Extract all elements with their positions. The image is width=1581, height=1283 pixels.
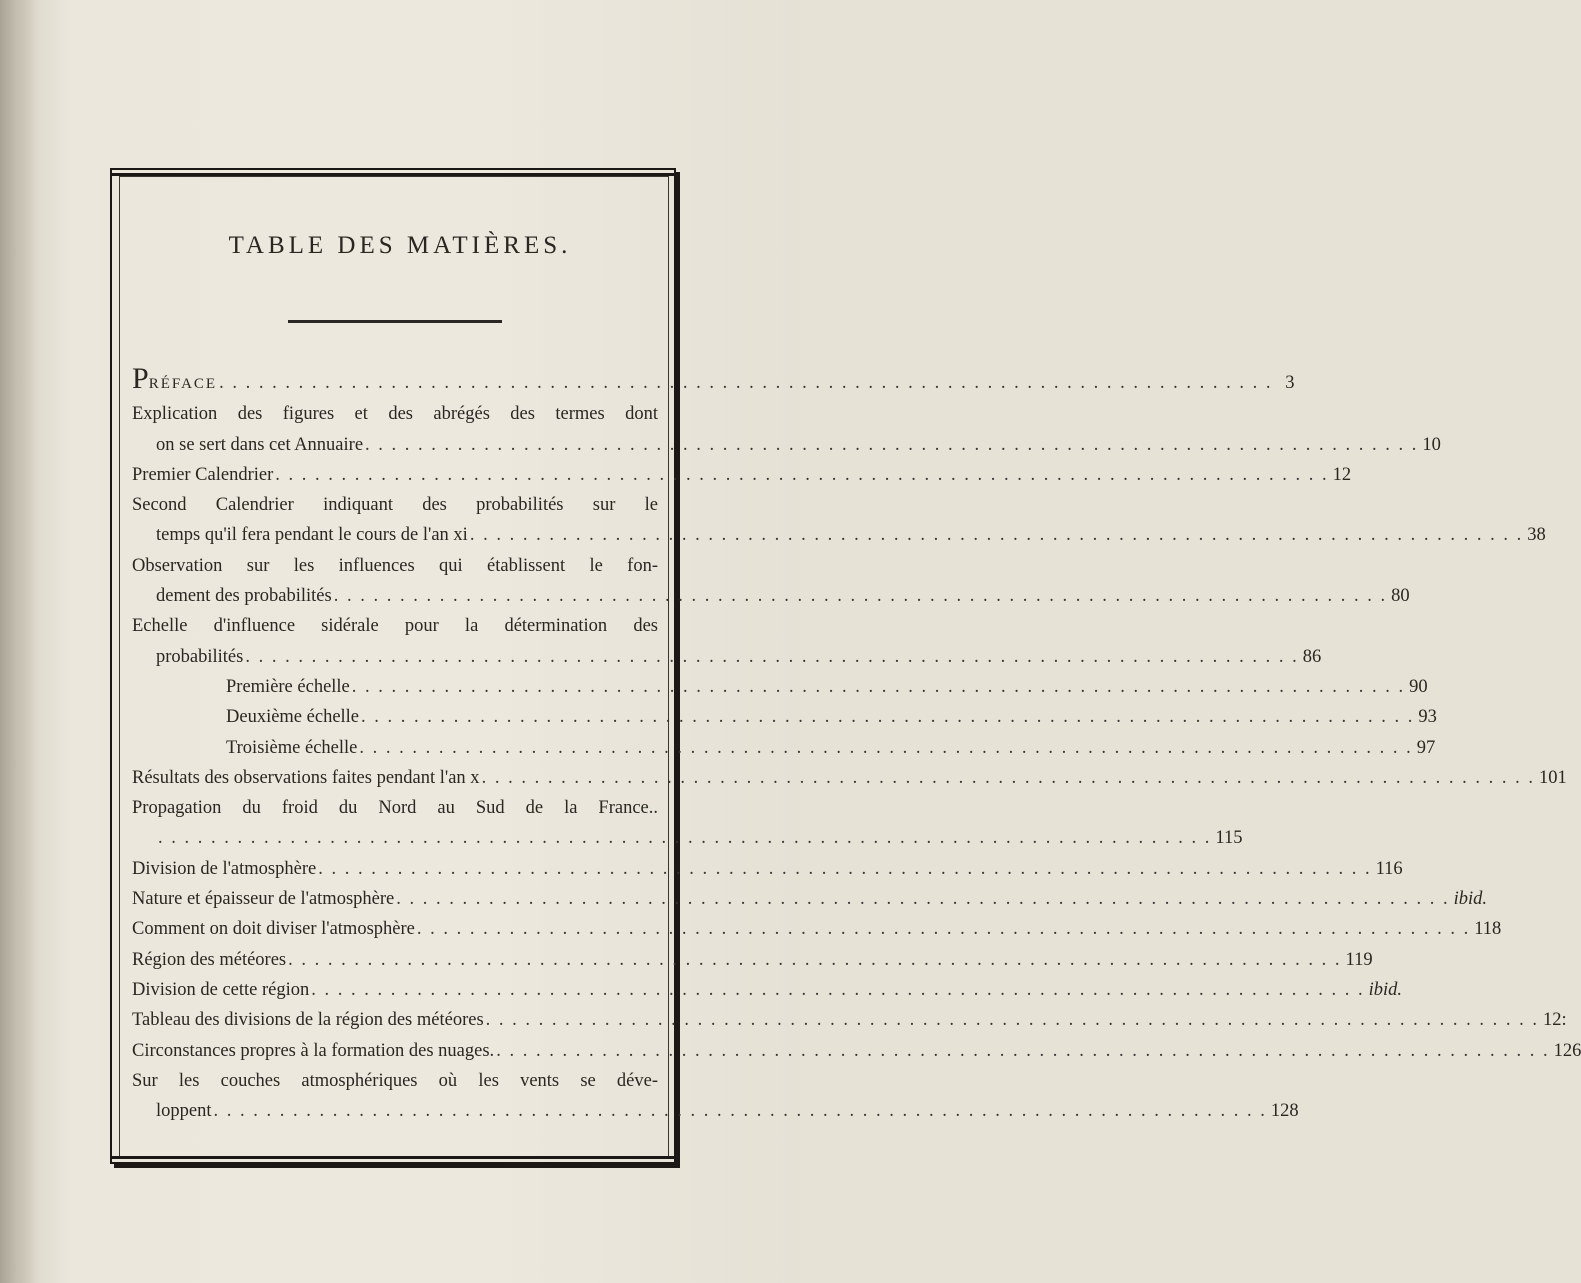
toc-entry-line bbox=[132, 823, 1243, 853]
dot-leader: . . . . . . . . . . . . . . . . . . . . . . . . . . . . . . . . . . . . . . . . . . . . . . . . . . . . . . . . . . . . . . . . . . . . . . . . . . . . . . . . bbox=[158, 828, 1212, 849]
toc-entry-line bbox=[132, 581, 1410, 611]
toc-entry-title: Résultats des observations faites pendant l'an x bbox=[132, 767, 480, 788]
toc-entry-title: Premier Calendrier bbox=[132, 464, 274, 485]
toc-entry bbox=[132, 975, 1403, 1005]
toc-entry-line bbox=[132, 1096, 1299, 1126]
frame-bottom-rule bbox=[112, 1156, 674, 1159]
toc-page-number: 90 bbox=[1409, 676, 1428, 697]
toc-entry-line bbox=[132, 430, 1441, 460]
page-spine-shadow bbox=[0, 0, 38, 1283]
toc-page-number: 119 bbox=[1345, 949, 1373, 970]
toc-page-number: ibid. bbox=[1453, 889, 1488, 910]
dot-leader: . . . . . . . . . . . . . . . . . . . . . . . . . . . . . . . . . . . . . . . . . . . . . . . . . . . . . . . . . . . . . . . . . . . . . . . . . . . . . . . . bbox=[245, 646, 1299, 667]
dot-leader: . . . . . . . . . . . . . . . . . . . . . . . . . . . . . . . . . . . . . . . . . . . . . . . . . . . . . . . . . . . . . . . . . . . . . . . . . . . . . . . . bbox=[481, 767, 1535, 788]
toc-entry bbox=[132, 1066, 1299, 1127]
toc-entry-title: Comment on doit diviser l'atmosphère bbox=[132, 919, 415, 940]
toc-entry bbox=[132, 763, 1567, 793]
toc-entry bbox=[132, 490, 1546, 551]
toc-entry bbox=[132, 733, 1436, 763]
toc-entry-title: Observation sur les influences qui établissent le fon- bbox=[132, 555, 658, 576]
toc-entry-title: loppent bbox=[156, 1101, 212, 1122]
toc-entry-title: Tableau des divisions de la région des météores bbox=[132, 1010, 484, 1031]
toc-entry-title: dement des probabilités bbox=[156, 586, 332, 607]
toc-entry-title: PRÉFACE bbox=[132, 362, 218, 395]
toc-entry-line bbox=[132, 520, 1546, 550]
dot-leader: . . . . . . . . . . . . . . . . . . . . . . . . . . . . . . . . . . . . . . . . . . . . . . . . . . . . . . . . . . . . . . . . . . . . . . . . . . . . . . . . bbox=[469, 525, 1524, 546]
toc-entry-line bbox=[132, 642, 1322, 672]
page-title: TABLE DES MATIÈRES. bbox=[228, 232, 572, 259]
toc-entry-line bbox=[132, 1036, 1581, 1066]
toc-entry-title: Circonstances propres à la formation des nuages. bbox=[132, 1040, 495, 1061]
toc-entry-line bbox=[132, 362, 1295, 399]
toc-page-number: 118 bbox=[1474, 919, 1502, 940]
table-of-contents bbox=[132, 362, 1581, 1126]
toc-page-number: 97 bbox=[1416, 737, 1436, 758]
dot-leader: . . . . . . . . . . . . . . . . . . . . . . . . . . . . . . . . . . . . . . . . . . . . . . . . . . . . . . . . . . . . . . . . . . . . . . . . . . . . . . . . bbox=[333, 586, 1388, 607]
toc-entry bbox=[132, 611, 1322, 672]
dot-leader: . . . . . . . . . . . . . . . . . . . . . . . . . . . . . . . . . . . . . . . . . . . . . . . . . . . . . . . . . . . . . . . . . . . . . . . . . . . . . . . . bbox=[275, 464, 1329, 485]
dot-leader: . . . . . . . . . . . . . . . . . . . . . . . . . . . . . . . . . . . . . . . . . . . . . . . . . . . . . . . . . . . . . . . . . . . . . . . . . . . . . . . . bbox=[311, 979, 1365, 1000]
dot-leader: . . . . . . . . . . . . . . . . . . . . . . . . . . . . . . . . . . . . . . . . . . . . . . . . . . . . . . . . . . . . . . . . . . . . . . . . . . . . . . . . bbox=[288, 949, 1342, 970]
toc-entry-line bbox=[132, 702, 1437, 732]
toc-page-number: 126 bbox=[1553, 1040, 1581, 1061]
toc-page-number: 86 bbox=[1302, 646, 1322, 667]
dot-leader: . . . . . . . . . . . . . . . . . . . . . . . . . . . . . . . . . . . . . . . . . . . . . . . . . . . . . . . . . . . . . . . . . . . . . . . . . . . . . . . . bbox=[318, 858, 1372, 879]
toc-entry bbox=[132, 672, 1428, 702]
toc-entry bbox=[132, 399, 1441, 460]
toc-entry bbox=[132, 1036, 1581, 1066]
toc-entry-line bbox=[132, 975, 1403, 1005]
toc-page-number: 3 bbox=[1285, 373, 1295, 393]
toc-entry-title: Division de l'atmosphère bbox=[132, 858, 317, 879]
toc-entry-title: Second Calendrier indiquant des probabilités sur le bbox=[132, 495, 658, 516]
toc-entry-title: temps qu'il fera pendant le cours de l'an xi bbox=[156, 525, 468, 546]
dot-leader: . . . . . . . . . . . . . . . . . . . . . . . . . . . . . . . . . . . . . . . . . . . . . . . . . . . . . . . . . . . . . . . . . . . . . . . . . . . . . . . . bbox=[396, 889, 1450, 910]
toc-entry bbox=[132, 914, 1502, 944]
toc-entry-line bbox=[132, 763, 1567, 793]
toc-entry-title: Echelle d'influence sidérale pour la détermination des bbox=[132, 616, 658, 637]
toc-entry-line bbox=[132, 884, 1488, 914]
toc-page-number: 10 bbox=[1422, 434, 1441, 455]
toc-entry-title: Sur les couches atmosphériques où les vents se déve- bbox=[132, 1070, 658, 1091]
toc-entry-title: Explication des figures et des abrégés des termes dont bbox=[132, 404, 658, 425]
title-divider bbox=[288, 320, 502, 323]
toc-entry-title: Nature et épaisseur de l'atmosphère bbox=[132, 889, 395, 910]
dot-leader: . . . . . . . . . . . . . . . . . . . . . . . . . . . . . . . . . . . . . . . . . . . . . . . . . . . . . . . . . . . . . . . . . . . . . . . . . . . . . . . . bbox=[219, 373, 1273, 393]
toc-entry-title: Deuxième échelle bbox=[226, 707, 360, 728]
toc-page-number: 38 bbox=[1527, 525, 1546, 546]
toc-page-number: 115 bbox=[1215, 828, 1243, 849]
dot-leader: . . . . . . . . . . . . . . . . . . . . . . . . . . . . . . . . . . . . . . . . . . . . . . . . . . . . . . . . . . . . . . . . . . . . . . . . . . . . . . . . bbox=[361, 707, 1415, 728]
toc-entry-line bbox=[132, 672, 1428, 702]
dot-leader: . . . . . . . . . . . . . . . . . . . . . . . . . . . . . . . . . . . . . . . . . . . . . . . . . . . . . . . . . . . . . . . . . . . . . . . . . . . . . . . . bbox=[485, 1010, 1540, 1031]
toc-entry bbox=[132, 362, 1295, 399]
toc-entry-title: probabilités bbox=[156, 646, 244, 667]
toc-entry-line bbox=[132, 733, 1436, 763]
toc-entry-title: Première échelle bbox=[226, 676, 350, 697]
dot-leader: . . . . . . . . . . . . . . . . . . . . . . . . . . . . . . . . . . . . . . . . . . . . . . . . . . . . . . . . . . . . . . . . . . . . . . . . . . . . . . . . bbox=[213, 1101, 1267, 1122]
toc-entry bbox=[132, 793, 1243, 854]
toc-entry bbox=[132, 702, 1437, 732]
dot-leader: . . . . . . . . . . . . . . . . . . . . . . . . . . . . . . . . . . . . . . . . . . . . . . . . . . . . . . . . . . . . . . . . . . . . . . . . . . . . . . . . bbox=[416, 919, 1471, 940]
toc-entry bbox=[132, 551, 1410, 612]
toc-entry bbox=[132, 1005, 1567, 1035]
toc-page-number: 101 bbox=[1538, 767, 1567, 788]
toc-entry-line bbox=[132, 914, 1502, 944]
toc-entry-line bbox=[132, 460, 1352, 490]
dot-leader: . . . . . . . . . . . . . . . . . . . . . . . . . . . . . . . . . . . . . . . . . . . . . . . . . . . . . . . . . . . . . . . . . . . . . . . . . . . . . . . . bbox=[351, 676, 1406, 697]
toc-entry-line bbox=[132, 1005, 1567, 1035]
dot-leader: . . . . . . . . . . . . . . . . . . . . . . . . . . . . . . . . . . . . . . . . . . . . . . . . . . . . . . . . . . . . . . . . . . . . . . . . . . . . . . . . bbox=[359, 737, 1413, 758]
toc-entry bbox=[132, 884, 1488, 914]
toc-entry-title: Division de cette région bbox=[132, 979, 310, 1000]
toc-page-number: ibid. bbox=[1368, 979, 1403, 1000]
toc-entry-title: Troisième échelle bbox=[226, 737, 358, 758]
toc-entry-line bbox=[132, 854, 1403, 884]
toc-entry-title: Propagation du froid du Nord au Sud de la France.. bbox=[132, 798, 658, 819]
toc-entry-line bbox=[132, 945, 1373, 975]
toc-page-number: 12 bbox=[1332, 464, 1352, 485]
toc-page-number: 93 bbox=[1418, 707, 1437, 728]
toc-page-number: 12: bbox=[1543, 1010, 1567, 1031]
toc-entry-title: Région des météores bbox=[132, 949, 287, 970]
toc-page-number: 116 bbox=[1375, 858, 1403, 879]
toc-entry-title: on se sert dans cet Annuaire bbox=[156, 434, 364, 455]
toc-entry bbox=[132, 460, 1352, 490]
toc-entry bbox=[132, 854, 1403, 884]
dot-leader: . . . . . . . . . . . . . . . . . . . . . . . . . . . . . . . . . . . . . . . . . . . . . . . . . . . . . . . . . . . . . . . . . . . . . . . . . . . . . . . . bbox=[496, 1040, 1550, 1061]
toc-page-number: 80 bbox=[1391, 586, 1410, 607]
toc-page-number: 128 bbox=[1270, 1101, 1299, 1122]
toc-entry bbox=[132, 945, 1373, 975]
dot-leader: . . . . . . . . . . . . . . . . . . . . . . . . . . . . . . . . . . . . . . . . . . . . . . . . . . . . . . . . . . . . . . . . . . . . . . . . . . . . . . . . bbox=[365, 434, 1419, 455]
